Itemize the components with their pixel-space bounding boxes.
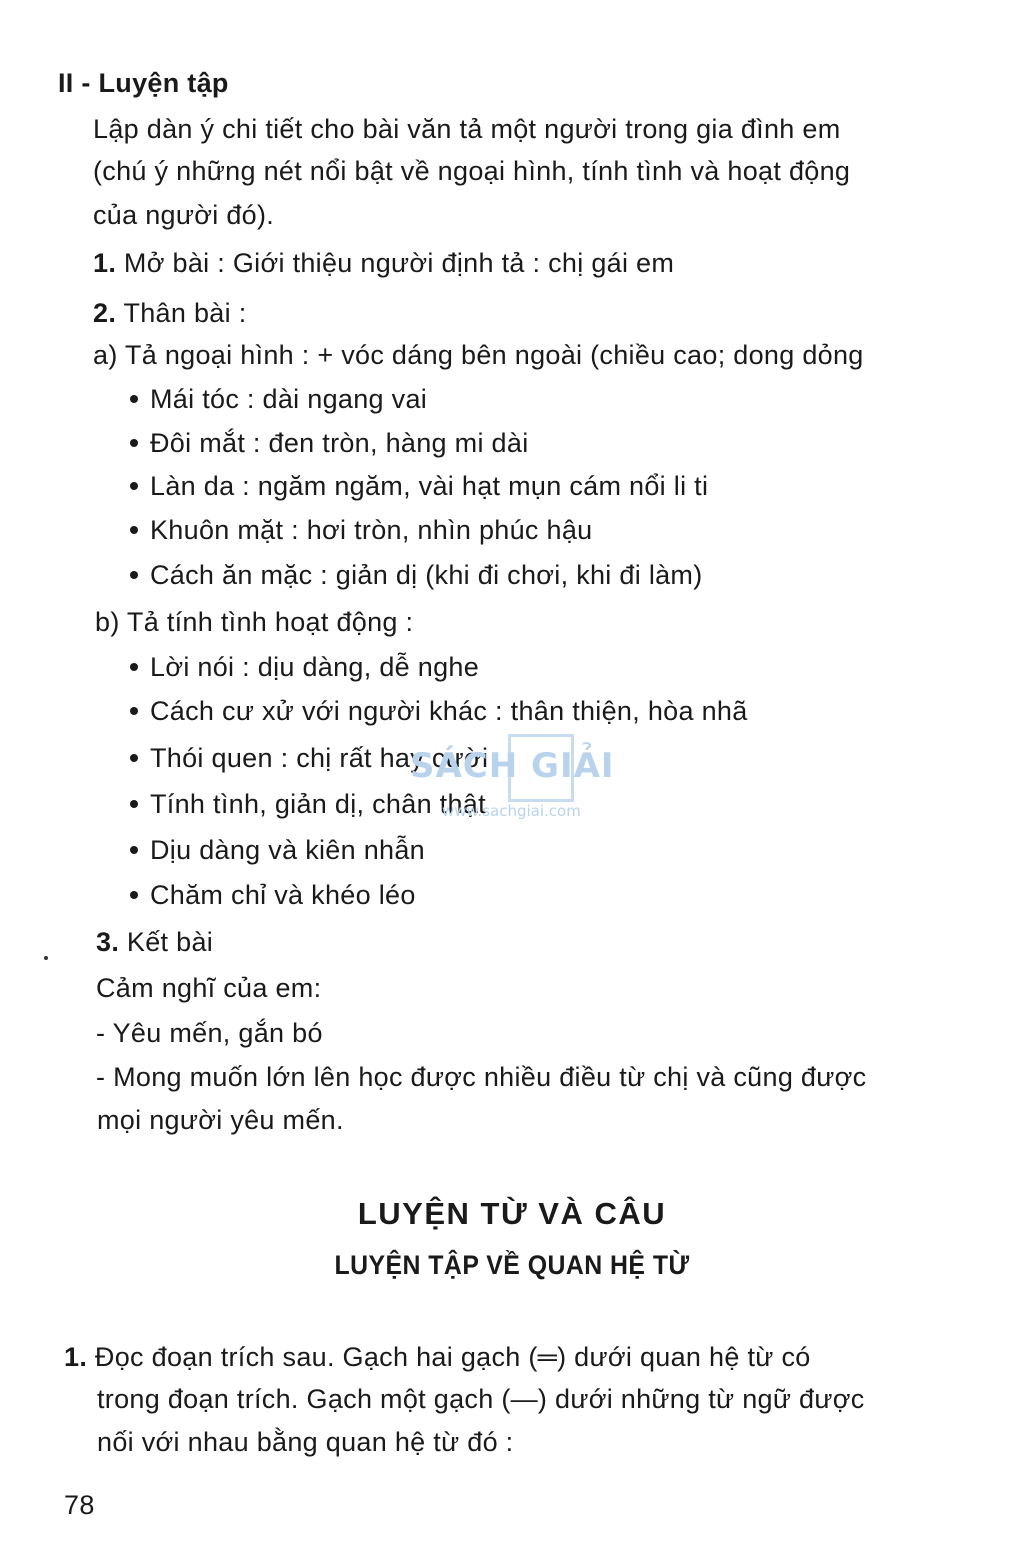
watermark-url: www.sachgiai.com bbox=[442, 802, 581, 820]
exercise-line-1 bbox=[64, 1340, 811, 1374]
ket-bai-number: 3. bbox=[96, 927, 120, 957]
watermark-brand: SÁCH GIẢI bbox=[410, 746, 615, 786]
part-a: a) Tả ngoại hình : + vóc dáng bên ngoài (chiều cao; dong dỏng bbox=[93, 340, 864, 370]
watermark-logo-frame bbox=[508, 734, 574, 802]
intro-line-1: Lập dàn ý chi tiết cho bài văn tả một người trong gia đình em bbox=[93, 114, 841, 144]
than-bai-text: Thân bài : bbox=[116, 298, 247, 328]
heading-luyen-tap-quan-he-tu: LUYỆN TẬP VỀ QUAN HỆ TỪ bbox=[334, 1250, 690, 1280]
bullet-b-3: Thói quen : chị rất hay cười bbox=[130, 741, 488, 775]
bullet-b-2: Cách cư xử với người khác : thân thiện, hòa nhã bbox=[130, 694, 748, 728]
bullet-b-4: Tính tình, giản dị, chân thật bbox=[130, 787, 486, 821]
conclusion-line-1: Cảm nghĩ của em: bbox=[96, 973, 322, 1003]
than-bai-number: 2. bbox=[93, 298, 117, 328]
bullet-b-1: Lời nói : dịu dàng, dễ nghe bbox=[130, 650, 479, 684]
mo-bai-text: Mở bài : Giới thiệu người định tả : chị gái em bbox=[116, 248, 675, 278]
intro-line-2: (chú ý những nét nổi bật về ngoại hình, tính tình và hoạt động bbox=[93, 156, 851, 186]
conclusion-line-3: - Mong muốn lớn lên học được nhiều điều từ chị và cũng được bbox=[96, 1062, 867, 1092]
bullet-a-3: Làn da : ngăm ngăm, vài hạt mụn cám nổi li ti bbox=[130, 469, 708, 503]
heading-luyen-tu-va-cau: LUYỆN TỪ VÀ CÂU bbox=[357, 1196, 667, 1231]
page-number: 78 bbox=[64, 1490, 95, 1520]
ket-bai-text: Kết bài bbox=[119, 927, 214, 957]
exercise-line-3: nối với nhau bằng quan hệ từ đó : bbox=[97, 1427, 514, 1457]
ket-bai bbox=[96, 925, 213, 959]
bullet-a-5: Cách ăn mặc : giản dị (khi đi chơi, khi đi làm) bbox=[130, 558, 703, 592]
exercise-number: 1. bbox=[64, 1342, 88, 1372]
bullet-a-4: Khuôn mặt : hơi tròn, nhìn phúc hậu bbox=[130, 513, 593, 547]
mo-bai-number: 1. bbox=[93, 248, 117, 278]
section-title: II - Luyện tập bbox=[58, 68, 229, 98]
mo-bai bbox=[93, 246, 674, 280]
conclusion-line-4: mọi người yêu mến. bbox=[97, 1105, 344, 1135]
part-b: b) Tả tính tình hoạt động : bbox=[95, 607, 414, 637]
bullet-b-6: Chăm chỉ và khéo léo bbox=[130, 878, 416, 912]
bullet-a-2: Đôi mắt : đen tròn, hàng mi dài bbox=[130, 426, 529, 460]
than-bai bbox=[93, 296, 247, 330]
bullet-b-5: Dịu dàng và kiên nhẫn bbox=[130, 833, 425, 867]
bullet-a-1: Mái tóc : dài ngang vai bbox=[130, 382, 427, 416]
conclusion-line-2: - Yêu mến, gắn bó bbox=[96, 1018, 323, 1048]
intro-line-3: của người đó). bbox=[93, 200, 275, 230]
stray-dot bbox=[44, 956, 48, 960]
exercise-text-1: Đọc đoạn trích sau. Gạch hai gạch (═) dưới quan hệ từ có bbox=[87, 1342, 811, 1372]
exercise-line-2: trong đoạn trích. Gạch một gạch (—) dưới những từ ngữ được bbox=[97, 1384, 865, 1414]
